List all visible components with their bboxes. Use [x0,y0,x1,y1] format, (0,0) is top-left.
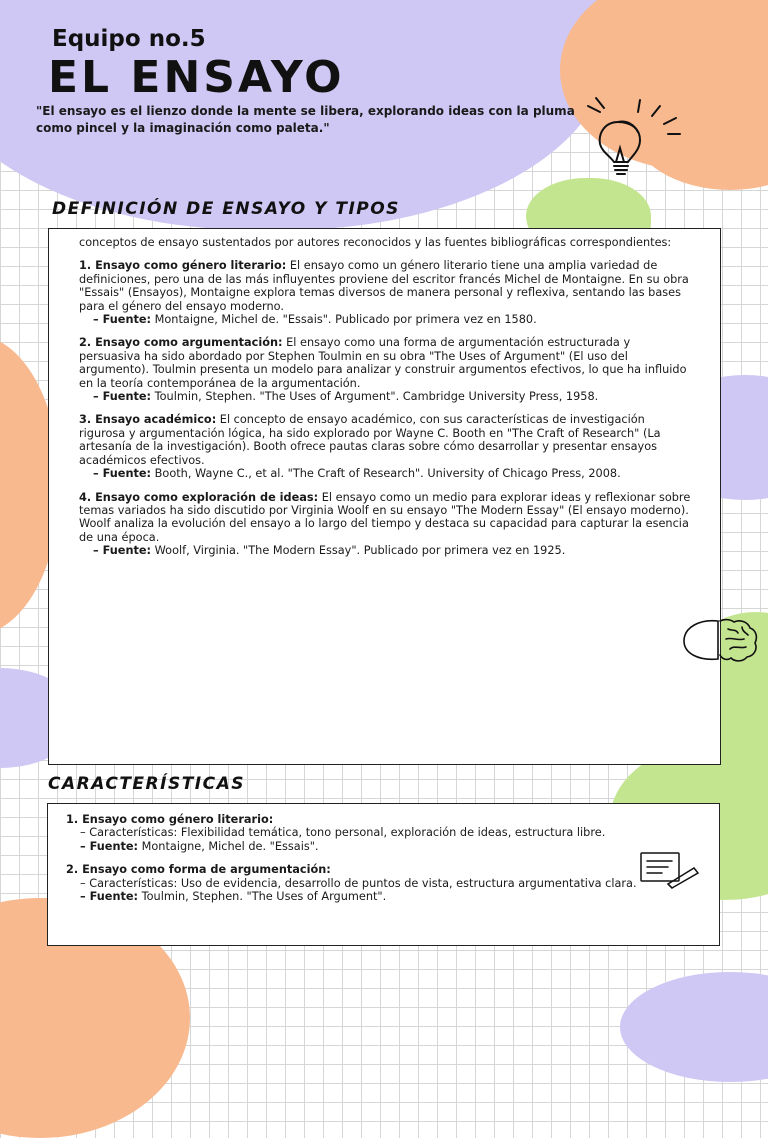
document-pencil-icon [638,850,700,890]
source-label: – Fuente: [80,839,139,853]
characteristic-item-features: – Características: Uso de evidencia, desarrollo de puntos de vista, estructura argumentativa clara. [80,876,637,890]
source-label: – Fuente: [93,390,152,404]
definition-item [79,336,692,403]
definitions-intro: conceptos de ensayo sustentados por autores reconocidos y las fuentes bibliográficas correspondientes: [79,236,672,249]
characteristics-heading: CARACTERÍSTICAS [48,774,245,794]
definition-item-text: El ensayo como un género literario tiene una amplia variedad de definiciones, pero una de las más influyentes proviene del escritor francés Michel de Montaigne. En su obra "Essais" (Ensayos), Montaigne explora temas diversos de manera personal y reflexiva, sentando las bases para el género del ensayo moderno. [79,259,689,313]
definition-item-text: El ensayo como una forma de argumentación estructurada y persuasiva ha sido abordado por Stephen Toulmin en su obra "The Uses of Argument" (El uso del argumento). Toulmin presenta un modelo para analizar y construir argumentos efectivos, lo que ha influido en la teoría contemporánea de la argumentación. [79,336,687,390]
definition-item [79,413,692,480]
source-label: – Fuente: [93,467,152,481]
definition-item-source: Montaigne, Michel de. "Essais". Publicado por primera vez en 1580. [151,313,537,327]
definition-item-title: 3. Ensayo académico: [79,413,217,427]
definition-item-text: El concepto de ensayo académico, con sus características de investigación rigurosa y argumentación lógica, ha sido explorado por Wayne C. Booth en "The Craft of Research" (La artesanía de la investigación). Booth ofrece pautas claras sobre cómo desarrollar y presentar ensayos académicos efectivos. [79,413,661,467]
team-label: Equipo no.5 [52,26,206,52]
definition-item-text: El ensayo como un medio para explorar ideas y reflexionar sobre temas variados ha sido discutido por Virginia Woolf en su ensayo "The Modern Essay" (El ensayo moderno). Woolf analiza la evolución del ensayo a lo largo del tiempo y destaca su capacidad para capturar la esencia de una época. [79,490,691,544]
characteristic-item-title: 1. Ensayo como género literario: [66,813,274,826]
characteristic-item [66,813,669,853]
definition-item-title: 2. Ensayo como argumentación: [79,336,283,350]
definition-item-source: Woolf, Virginia. "The Modern Essay". Publicado por primera vez en 1925. [151,544,566,558]
lavender-blob-bottom-right [620,972,768,1082]
definition-item-title: 1. Ensayo como género literario: [79,259,287,273]
lightbulb-icon [580,92,700,182]
characteristic-item-title: 2. Ensayo como forma de argumentación: [66,863,331,877]
definition-item-title: 4. Ensayo como exploración de ideas: [79,490,319,504]
definitions-box [48,228,721,765]
page-title: EL ENSAYO [48,52,345,103]
characteristic-item-features: – Características: Flexibilidad temática, tono personal, exploración de ideas, estructura libre. [80,826,606,840]
definition-item-source: Booth, Wayne C., et al. "The Craft of Research". University of Chicago Press, 2008. [151,467,621,481]
characteristic-item-source: Montaigne, Michel de. "Essais". [138,839,319,853]
definition-item-source: Toulmin, Stephen. "The Uses of Argument". Cambridge University Press, 1958. [151,390,599,404]
definitions-heading: DEFINICIÓN DE ENSAYO Y TIPOS [52,199,400,219]
characteristic-item-source: Toulmin, Stephen. "The Uses of Argument". [138,890,387,904]
definition-item [79,259,692,326]
source-label: – Fuente: [93,313,152,327]
characteristic-item [66,863,669,903]
source-label: – Fuente: [80,890,139,904]
intro-quote: "El ensayo es el lienzo donde la mente se libera, explorando ideas con la pluma como pincel y la imaginación como paleta." [36,104,575,135]
characteristics-box [47,803,720,946]
brain-icon [680,617,760,663]
source-label: – Fuente: [93,544,152,558]
definition-item [79,491,692,558]
